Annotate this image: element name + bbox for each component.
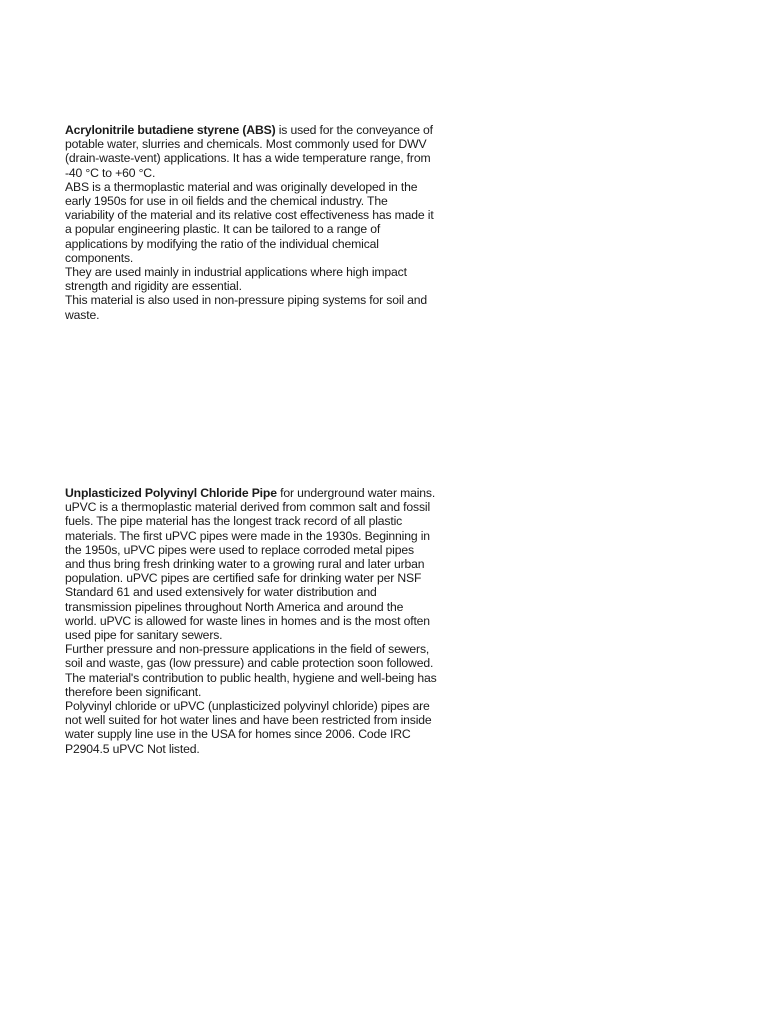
abs-intro-paragraph [65, 123, 437, 180]
abs-paragraph: They are used mainly in industrial applications where high impact strength and rigidity are essential. [65, 265, 407, 294]
abs-paragraph: ABS is a thermoplastic material and was originally developed in the early 1950s for use in oil fields and the chemical industry. The variability of the material and its relative cost effectiveness has made it a popular engineering plastic. It can be tailored to a range of applications by modifying the ratio of the individual chemical components. [65, 179, 434, 265]
upvc-term: Unplasticized Polyvinyl Chloride Pipe [65, 486, 277, 500]
abs-intro-text: is used for the conveyance of potable water, slurries and chemicals. Most commonly used for DWV (drain-waste-vent) applications. It has a wide temperature range, from -40 °C to +60 °C. [65, 123, 433, 180]
upvc-intro-paragraph [65, 486, 437, 642]
abs-paragraph: This material is also used in non-pressure piping systems for soil and waste. [65, 293, 428, 322]
upvc-paragraph: Polyvinyl chloride or uPVC (unplasticized polyvinyl chloride) pipes are not well suited for hot water lines and have been restricted from inside water supply line use in the USA for homes since 2006. Code IRC P2904.5 uPVC Not listed. [65, 699, 432, 756]
upvc-intro-text: for underground water mains. uPVC is a thermoplastic material derived from common salt and fossil fuels. The pipe material has the longest track record of all plastic materials. The first uPVC pipes were made in the 1930s. Beginning in the 1950s, uPVC pipes were used to replace corroded metal pipes and thus bring fresh drinking water to a growing rural and later urban population. uPVC pipes are certified safe for drinking water per NSF Standard 61 and used extensively for water distribution and transmission pipelines throughout North America and around the world. uPVC is allowed for waste lines in homes and is the most often used pipe for sanitary sewers. [65, 486, 436, 643]
abs-section [65, 123, 437, 322]
upvc-section [65, 486, 437, 756]
upvc-paragraph: Further pressure and non-pressure applications in the field of sewers, soil and waste, gas (low pressure) and cable protection soon followed. The material's contribution to public health, hygiene and well-being has therefore been significant. [65, 642, 437, 699]
abs-term: Acrylonitrile butadiene styrene (ABS) [65, 123, 276, 137]
